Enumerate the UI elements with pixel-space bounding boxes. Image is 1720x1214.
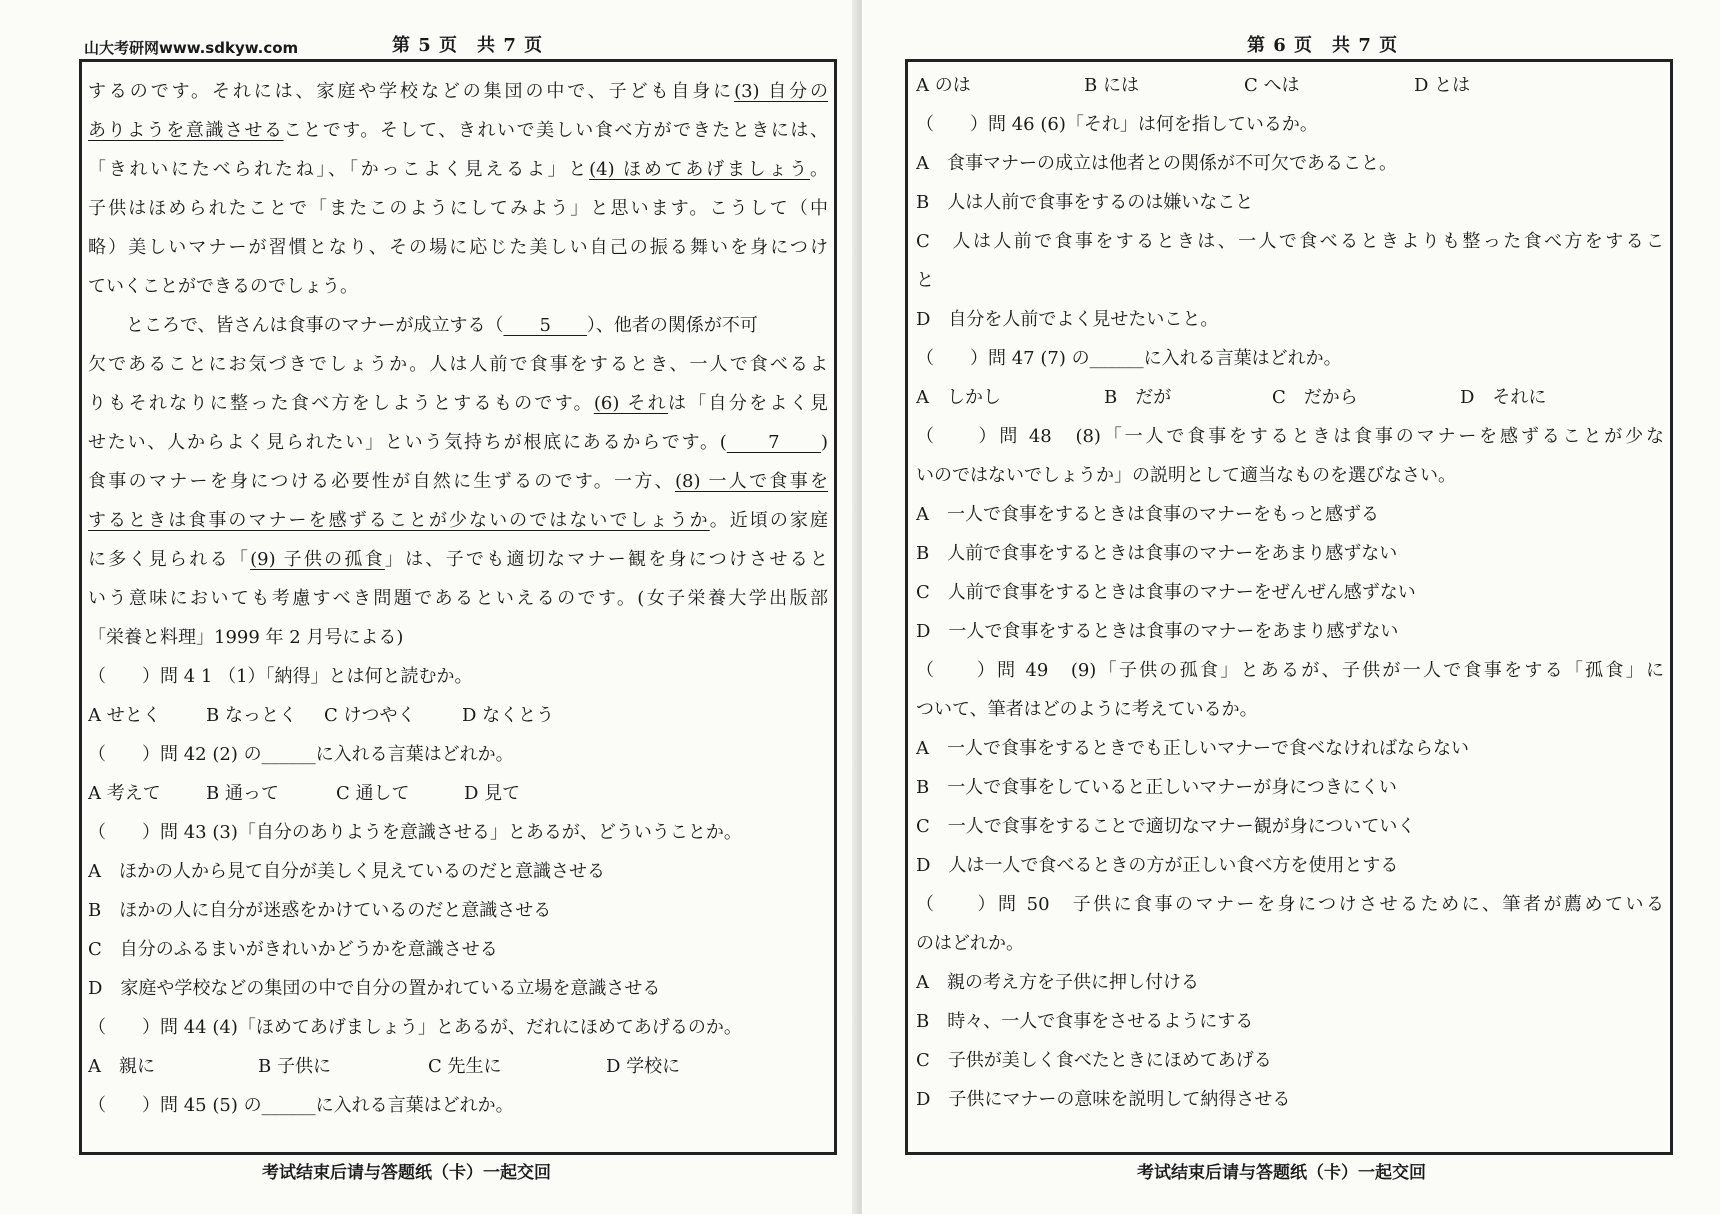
option: D 子供にマナーの意味を説明して納得させる (916, 1089, 1291, 1110)
option: A 親の考え方を子供に押し付ける (916, 972, 1199, 993)
question-49-continued: ついて、筆者はどのように考えているか。 (916, 699, 1258, 720)
option: D 自分を人前でよく見せたいこと。 (916, 309, 1219, 330)
passage-line: するときは食事のマナーを感ずることが少ないのではないでしょうか。近頃の家庭 (88, 510, 828, 531)
question-44-options (88, 1047, 828, 1086)
option: A 一人で食事をするときでも正しいマナーで食べなければならない (916, 738, 1469, 759)
option: D なくとう (462, 705, 555, 726)
option: A せとく (88, 705, 161, 726)
option: D とは (1414, 75, 1471, 96)
option: B ほかの人に自分が迷惑をかけているのだと意識させる (88, 900, 552, 921)
passage-line: いう意味においても考慮すべき問題であるといえるのです。(女子栄養大学出版部 (88, 588, 828, 609)
option: C 人前で食事をするときは食事のマナーをぜんぜん感ずない (916, 582, 1416, 603)
page-number: 第 5 页 共 7 页 (392, 35, 544, 56)
question-44: （ ）問 44 (4)「ほめてあげましょう」とあるが、だれにほめてあげるのか。 (88, 1017, 742, 1038)
option-continued: と (916, 270, 934, 291)
question-45: （ ）問 45 (5) の______に入れる言葉はどれか。 (88, 1095, 514, 1116)
site-header: 山大考研网www.sdkyw.com (84, 39, 299, 57)
question-45-options (916, 66, 1664, 105)
option: C けつやく (324, 705, 416, 726)
question-46: （ ）問 46 (6)「それ」は何を指しているか。 (916, 114, 1318, 135)
passage-line: ていくことができるのでしょう。 (88, 276, 358, 297)
option: D 学校に (606, 1056, 681, 1077)
passage-line: りもそれなりに整った食べ方をしようとするものです。(6) それは「自分をよく見 (88, 393, 828, 414)
option: B 時々、一人で食事をさせるようにする (916, 1011, 1254, 1032)
page-6 (862, 0, 1720, 1214)
blank-5: 5 (503, 315, 587, 336)
option: C だから (1272, 387, 1358, 408)
option: B 一人で食事をしていると正しいマナーが身につきにくい (916, 777, 1397, 798)
question-48: （ ）問 48 (8)「一人で食事をするときは食事のマナーを感ずることが少な (916, 426, 1664, 447)
passage-line: 「栄養と料理」1999 年 2 月号による) (88, 627, 404, 648)
passage-line: 子供はほめられたことで「またこのようにしてみよう」と思います。こうして（中 (88, 198, 828, 219)
question-49: （ ）問 49 (9)「子供の孤食」とあるが、子供が一人で食事をする「孤食」に (916, 660, 1664, 681)
option: B には (1084, 75, 1139, 96)
passage-line: 欠であることにお気づきでしょうか。人は人前で食事をするとき、一人で食べるよ (88, 354, 828, 375)
page-number: 第 6 页 共 7 页 (1247, 35, 1399, 56)
question-50: （ ）問 50 子供に食事のマナーを身につけさせるために、筆者が薦めている (916, 894, 1664, 915)
option: C 子供が美しく食べたときにほめてあげる (916, 1050, 1272, 1071)
passage-line: ありようを意識させることです。そして、きれいで美しい食べ方ができたときには、 (88, 120, 828, 141)
option: B 人は人前で食事をするのは嫌いなこと (916, 192, 1254, 213)
option: A 食事マナーの成立は他者との関係が不可欠であること。 (916, 153, 1397, 174)
question-47-options (916, 378, 1664, 417)
passage-line: するのです。それには、家庭や学校などの集団の中で、子ども自身に(3) 自分の (88, 81, 828, 102)
question-41-options (88, 696, 828, 735)
option: C 一人で食事をすることで適切なマナー観が身についていく (916, 816, 1416, 837)
question-50-continued: のはどれか。 (916, 933, 1024, 954)
option: D 家庭や学校などの集団の中で自分の置かれている立場を意識させる (88, 978, 661, 999)
option: A のは (916, 75, 971, 96)
option: B だが (1104, 387, 1172, 408)
questions (916, 66, 1664, 1119)
option: D 人は一人で食べるときの方が正しい食べ方を使用とする (916, 855, 1399, 876)
option: D それに (1460, 387, 1547, 408)
question-47: （ ）問 47 (7) の______に入れる言葉はどれか。 (916, 348, 1342, 369)
passage-line: 「きれいにたべられたね」、「かっこよく見えるよ」と(4) ほめてあげましょう。 (88, 159, 828, 180)
passage-line: ところで、皆さんは食事のマナーが成立する（ 5 ）、他者の関係が不可 (126, 315, 758, 336)
option: C 自分のふるまいがきれいかどうかを意識させる (88, 939, 498, 960)
option: B 子供に (258, 1056, 331, 1077)
question-42: （ ）問 42 (2) の______に入れる言葉はどれか。 (88, 744, 514, 765)
option: B 通って (206, 783, 279, 804)
option: A 一人で食事をするときは食事のマナーをもっと感ずる (916, 504, 1379, 525)
option: C 先生に (428, 1056, 502, 1077)
option: C 人は人前で食事をするときは、一人で食べるときよりも整った食べ方をするこ (916, 231, 1664, 252)
option: B 人前で食事をするときは食事のマナーをあまり感ずない (916, 543, 1398, 564)
passage-line: 略）美しいマナーが習慣となり、その場に応じた美しい自己の振る舞いを身につけ (88, 237, 828, 258)
option: B なっとく (206, 705, 297, 726)
question-41: （ ）問 4 1 （1）「納得」とは何と読むか。 (88, 666, 473, 687)
passage-line: 食事のマナーを身につける必要性が自然に生ずるのです。一方、(8) 一人で食事を (88, 471, 828, 492)
passage-line: せたい、人からよく見られたい」という気持ちが根底にあるからです。( 7 ) (88, 432, 828, 453)
option: D 見て (464, 783, 521, 804)
option: A しかし (916, 387, 1001, 408)
page-footer: 考试结束后请与答题纸（卡）一起交回 (262, 1163, 551, 1183)
option: D 一人で食事をするときは食事のマナーをあまり感ずない (916, 621, 1399, 642)
question-43: （ ）問 43 (3)「自分のありようを意識させる」とあるが、どういうことか。 (88, 822, 742, 843)
passage-and-questions (88, 72, 828, 1125)
page-5 (0, 0, 858, 1214)
question-42-options (88, 774, 828, 813)
question-48-continued: いのではないでしょうか」の説明として適当なものを選びなさい。 (916, 465, 1456, 486)
option: C 通して (336, 783, 410, 804)
option: A 考えて (88, 783, 161, 804)
option: C へは (1244, 75, 1300, 96)
option: A ほかの人から見て自分が美しく見えているのだと意識させる (88, 861, 605, 882)
option: A 親に (88, 1056, 155, 1077)
page-footer: 考试结束后请与答题纸（卡）一起交回 (1137, 1163, 1426, 1183)
passage-line: に多く見られる「(9) 子供の孤食」は、子でも適切なマナー観を身につけさせると (88, 549, 828, 570)
blank-7: 7 (726, 432, 821, 453)
